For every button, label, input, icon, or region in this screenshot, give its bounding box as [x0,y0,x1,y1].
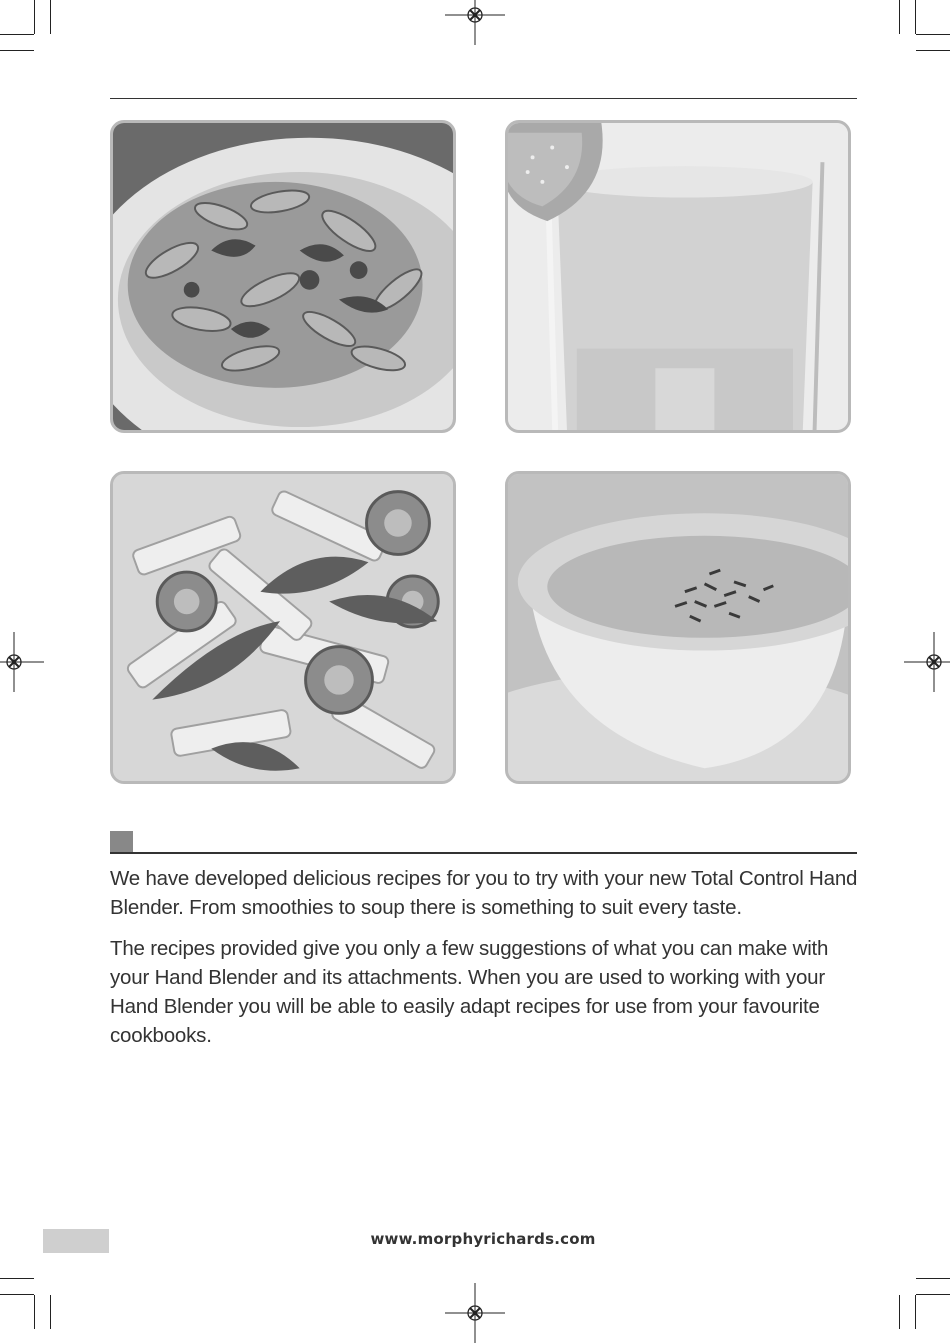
website-link[interactable]: www.morphyrichards.com [370,1230,596,1248]
crop-mark [0,1278,34,1279]
section-heading-rule [110,831,857,854]
crop-mark [34,1295,35,1329]
crop-mark [50,0,51,34]
crop-mark [916,1278,950,1279]
crop-mark [899,0,900,34]
crop-mark [0,1294,34,1295]
crop-mark [915,1295,916,1329]
smoothie-glass-photo [505,120,851,433]
registration-mark-icon [445,0,505,45]
crop-mark [0,34,34,35]
intro-paragraph-2: The recipes provided give you only a few suggestions of what you can make with your Hand Blender and its attachments. When you are used to working with your Hand Blender you will be able to easily adapt recipes for use from your favourite cookbooks. [110,937,829,1047]
header-rule [110,98,857,99]
crop-mark [50,1295,51,1329]
penne-tomato-basil-photo [110,471,456,784]
crop-mark [916,34,950,35]
registration-mark-icon [0,632,44,692]
soup-bowl-photo [505,471,851,784]
registration-mark-icon [904,632,950,692]
intro-paragraph-1: We have developed delicious recipes for you to try with your new Total Control Hand Blender. From smoothies to soup there is something to suit every taste. [110,867,858,919]
registration-mark-icon [445,1283,505,1343]
crop-mark [34,0,35,34]
crop-mark [916,1294,950,1295]
crop-mark [899,1295,900,1329]
crop-mark [915,0,916,34]
section-marker [110,831,133,852]
pasta-fusilli-photo [110,120,456,433]
crop-mark [916,50,950,51]
crop-mark [0,50,34,51]
